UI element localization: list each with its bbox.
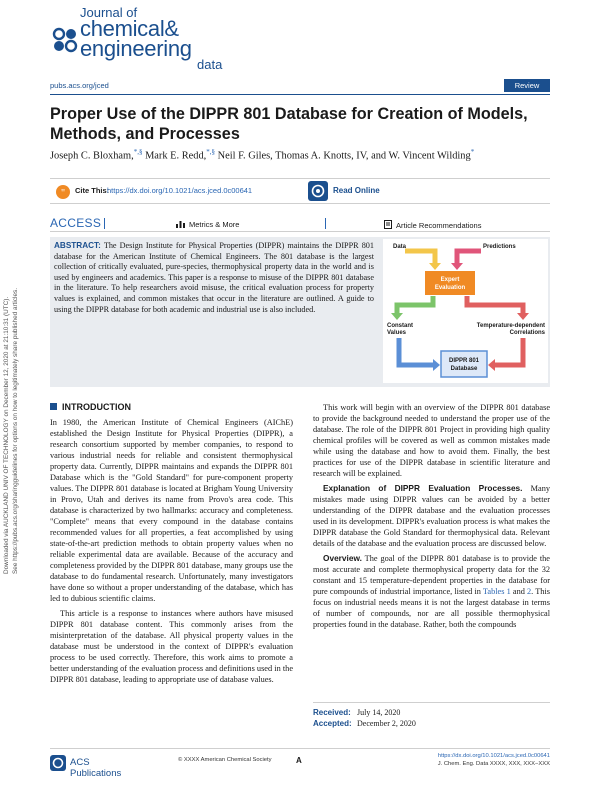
article-dates: [313, 702, 550, 729]
journal-topbar: [50, 79, 550, 93]
article-type-badge: Review: [504, 79, 550, 92]
toc-constant-label: Constant: [387, 323, 413, 329]
metrics-label: Metrics & More: [189, 220, 240, 229]
intro-paragraph-1: In 1980, the American Institute of Chemical Engineers (AIChE) established the Design Institute for Physical Properties (DIPPR), a research consortium supported by member companies, to respond to various industrial needs for reliable and consistent thermophysical property data. Currently, DIPPR maintains and expands the DIPPR 801 Database which is the "Gold Standard" for pure-component property values. The DIPPR 801 database is located at Brigham Young University in Provo, Utah and derives its name from Provo's area code. This database is characterized by two hallmarks: accuracy and completeness. "Complete" means that every compound in the database contains recommended values for all properties, a feat accomplished by using state-of-the-art prediction methods to obtain property values when no reliable experimental data are available. Because of the accuracy and completeness provided by the DIPPR 801 database, many groups use the database to do fundamental research. Unfortunately, many investigators have done so without a proper understanding of the database, which has led to dubious scientific claims.: [50, 418, 293, 603]
toc-database-label: DIPPR 801: [448, 358, 480, 364]
right-paragraph-3: [313, 553, 550, 630]
tables-2-link[interactable]: 2: [527, 587, 532, 596]
evaluation-processes-text: Many mistakes made using DIPPR values can be avoided by a better understanding of the DIPPR database and the evaluation processes used in its development. DIPPR's evaluation process is what makes the DIPPR database the Gold Standard for thermophysical data. Relevant details of the database and the evaluation process are discussed below.: [313, 484, 550, 548]
page-footer: [50, 752, 550, 779]
abstract-text: [54, 241, 374, 315]
author-mark[interactable]: *,§: [206, 148, 215, 156]
bar-chart-icon: [176, 220, 185, 228]
access-label: ACCESS: [50, 216, 102, 230]
toc-expert-label: Evaluation: [434, 285, 466, 291]
tables-1-link[interactable]: Tables 1: [482, 587, 511, 596]
read-online-icon: [308, 181, 328, 201]
toc-data-label: Data: [393, 244, 407, 250]
download-note-line1: Downloaded via AUCKLAND UNIV OF TECHNOLOGY on December 12, 2020 at 21:10:31 (UTC).: [3, 296, 10, 574]
acs-publications-logo[interactable]: [50, 755, 140, 779]
toc-temp-label: Temperature-dependent: [476, 323, 545, 329]
footer-doi-link[interactable]: https://dx.doi.org/10.1021/acs.jced.0c00641: [437, 753, 550, 759]
footer-rule: [50, 748, 550, 749]
acs-logo-icon: [50, 755, 66, 771]
right-paragraph-2: [313, 483, 550, 549]
read-online-button[interactable]: [308, 181, 380, 201]
overview-text-b: . This focus on industrial needs means it is not the largest database in terms of number of compounds, nor are all possible thermophysical properties found in the database. Rather, both the compounds: [313, 587, 550, 629]
journal-url-link[interactable]: pubs.acs.org/jced: [50, 81, 109, 90]
document-icon: [384, 220, 392, 229]
right-paragraph-1: This work will begin with an overview of the DIPPR 801 database to provide the background needed to understand the proper use of the database. The role of the DIPPR 801 Project in providing high quality chemical profiles will be covered as well as common mistakes made while using the database and how to avoid them. Finally, the best practices for use of the DIPPR database in scientific literature and research will be explained.: [313, 403, 550, 478]
header-rule: [50, 94, 550, 95]
right-column: [313, 402, 550, 634]
toc-predictions-label: Predictions: [483, 244, 516, 250]
overview-and: and: [510, 587, 528, 596]
journal-name-line2: chemical&: [80, 16, 179, 41]
cite-doi-link[interactable]: https://dx.doi.org/10.1021/acs.jced.0c00641: [107, 186, 253, 195]
abstract-body: The Design Institute for Physical Properties (DIPPR) maintains the DIPPR 801 database for the American Institute of Chemical Engineers. The 801 database is the largest collection of critically evaluated, pure-species, thermophysical property data in the world and is used by engineers and academics. This paper is a response to misuse of the DIPPR 801 database in the literature. To help researchers avoid misuse, the critical evaluation process for property values is explained, and common mistakes that occur in the literature are outlined. A guide to using the DIPPR database for both academic and industrial use is also included.: [54, 241, 374, 314]
page-number: A: [296, 756, 302, 765]
author-mark[interactable]: *: [470, 148, 475, 156]
introduction-heading: [50, 402, 293, 413]
download-note-line2: See https://pubs.acs.org/sharingguidelines for options on how to legitimately share published articles.: [12, 288, 19, 574]
author-list: [50, 148, 560, 161]
article-title: Proper Use of the DIPPR 801 Database for Creation of Models, Methods, and Processes: [50, 105, 528, 143]
author-name[interactable]: Mark E. Redd,: [142, 150, 207, 162]
toc-database-box: [441, 351, 487, 377]
footer-journal-citation: J. Chem. Eng. Data XXXX, XXX, XXX−XXX: [437, 761, 550, 767]
received-label: Received:: [313, 708, 351, 717]
abstract-label: ABSTRACT:: [54, 241, 101, 250]
accepted-date-row: [313, 718, 550, 729]
journal-logo-icon: [52, 27, 78, 53]
author-name[interactable]: Neil F. Giles, Thomas A. Knotts, IV, and W. Vincent Wilding: [215, 150, 471, 162]
toc-constant-label: Values: [387, 330, 407, 336]
cite-bar: [50, 178, 550, 204]
received-date: July 14, 2020: [357, 708, 401, 717]
read-online-label: Read Online: [333, 186, 380, 195]
metrics-link[interactable]: [176, 220, 239, 229]
acs-publications-label: ACS Publications: [70, 757, 122, 779]
author-mark[interactable]: *,§: [133, 148, 143, 156]
access-divider: [104, 218, 105, 229]
journal-logo[interactable]: [52, 5, 252, 75]
article-recommendations-link[interactable]: [384, 220, 481, 230]
evaluation-processes-heading: Explanation of DIPPR Evaluation Processes.: [323, 483, 523, 493]
access-divider: [325, 218, 326, 229]
toc-expert-box: [425, 271, 475, 295]
footer-citation: [438, 752, 550, 768]
cite-label: Cite This:: [75, 186, 110, 195]
section-square-icon: [50, 403, 57, 410]
overview-heading: Overview.: [323, 553, 362, 563]
download-note: [2, 224, 28, 574]
left-column: [50, 402, 293, 689]
recommendations-label: Article Recommendations: [396, 221, 482, 230]
abstract-box: [50, 237, 550, 387]
intro-paragraph-2: This article is a response to instances where authors have misused DIPPR 801 database content. This commonly arises from the misinterpretation of the database. All physical property values in the database must be understood in the context of DIPPR's evaluation process to be used correctly. Therefore, this work aims to promote a better understanding of the evaluation process and definitions used in the DIPPR 801 database, leading to appropriate use of database values.: [50, 609, 293, 684]
toc-database-label: Database: [450, 366, 478, 372]
toc-graphic[interactable]: [383, 239, 548, 383]
journal-name-line4: data: [197, 57, 223, 72]
accepted-date: December 2, 2020: [357, 719, 416, 728]
svg-text:": ": [60, 188, 66, 199]
received-date-row: [313, 707, 550, 718]
overview-text-a: The goal of the DIPPR 801 database is to provide the most accurate and complete thermophysical property data for the 32 constant and 15 temperature-dependent properties in the database for pure compounds of industrial importance, listed in: [313, 554, 550, 596]
access-bar: [50, 216, 550, 232]
author-name[interactable]: Joseph C. Bloxham,: [50, 150, 134, 162]
accepted-label: Accepted:: [313, 719, 352, 728]
journal-name-line3: engineering: [80, 36, 192, 61]
journal-name-line1: Journal of: [80, 5, 138, 20]
introduction-heading-text: INTRODUCTION: [62, 402, 131, 412]
quote-icon: [56, 185, 70, 199]
toc-expert-label: Expert: [440, 277, 460, 283]
toc-temp-label: Correlations: [509, 330, 545, 336]
copyright-notice: © XXXX American Chemical Society: [178, 757, 272, 763]
